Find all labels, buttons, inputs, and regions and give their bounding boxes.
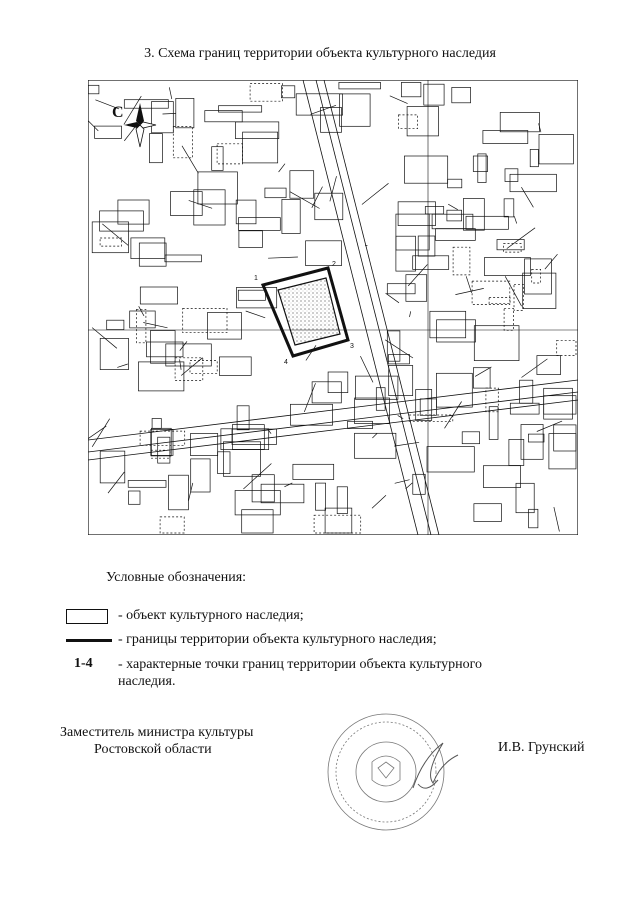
boundary-point-label: 1: [254, 275, 258, 282]
position-line-1: Заместитель министра культуры: [60, 725, 254, 740]
official-seal: [318, 706, 468, 836]
legend-points-symbol: 1-4: [74, 656, 93, 671]
legend-item-points: [66, 656, 566, 696]
signatory-name: И.В. Грунский: [498, 740, 585, 755]
boundary-point-label: 3: [350, 343, 354, 350]
boundary-point-label: 2: [332, 261, 336, 268]
legend-box-symbol: [66, 609, 108, 624]
legend-item-boundary: [66, 631, 566, 651]
legend-item-text: - характерные точки границ территории объекта культурного наследия.: [118, 657, 483, 689]
page-title: 3. Схема границ территории объекта культурного наследия: [144, 46, 496, 61]
cadastral-map: [88, 80, 578, 535]
north-label: С: [112, 104, 124, 121]
legend-item-text: - объект культурного наследия;: [118, 608, 304, 623]
signatory-position: [60, 724, 253, 758]
legend-item-object: [66, 607, 566, 627]
legend-title: Условные обозначения:: [106, 570, 247, 585]
position-line-2: Ростовской области: [94, 742, 212, 757]
boundary-point-label: 4: [284, 359, 288, 366]
legend-line-symbol: [66, 639, 112, 642]
legend-item-text: - границы территории объекта культурного наследия;: [118, 632, 437, 647]
